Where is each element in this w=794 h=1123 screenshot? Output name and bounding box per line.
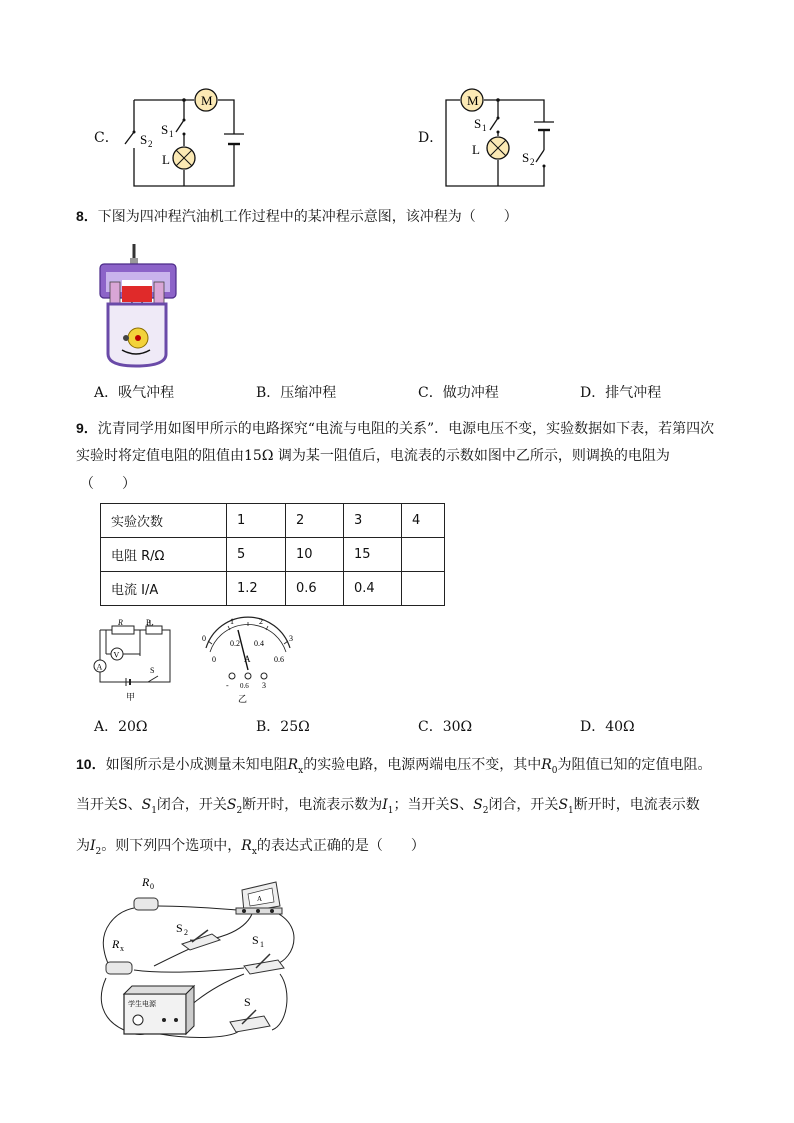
q10-symbol: S — [226, 797, 237, 813]
q10-number: 10． — [76, 756, 106, 772]
q10-symbol: x — [251, 846, 257, 857]
svg-text:2: 2 — [259, 617, 263, 626]
svg-text:S: S — [140, 132, 148, 147]
svg-text:A: A — [96, 662, 103, 672]
svg-text:0.6: 0.6 — [274, 655, 284, 664]
q9-voltmeter-icon — [111, 648, 123, 660]
svg-text:S: S — [474, 116, 482, 131]
svg-text:S: S — [161, 122, 169, 137]
svg-text:S: S — [244, 995, 251, 1009]
svg-text:0: 0 — [212, 655, 216, 664]
q10-symbol: R — [287, 757, 299, 773]
q10-text: 。则下列四个选项中， — [101, 838, 242, 854]
q10-symbol: 1 — [387, 805, 394, 816]
q10-switch-s-icon — [230, 995, 270, 1032]
q7d-lamp-icon — [487, 137, 509, 159]
table-cell: 1 — [227, 504, 286, 538]
table-cell: 3 — [344, 504, 402, 538]
q10-switch-s2-icon — [176, 921, 220, 950]
q10-symbol: 1 — [151, 805, 157, 816]
q8-engine-figure — [96, 244, 180, 370]
q10-symbol: I — [382, 797, 388, 813]
table-cell: 电阻 R/Ω — [101, 538, 227, 572]
table-cell: 5 — [227, 538, 286, 572]
table-cell — [402, 572, 445, 606]
svg-text:1: 1 — [230, 617, 234, 626]
svg-text:学生电源: 学生电源 — [128, 1000, 156, 1008]
table-cell: 1.2 — [227, 572, 286, 606]
q10-ammeter-icon — [236, 882, 282, 914]
svg-text:S: S — [150, 666, 155, 675]
svg-text:乙: 乙 — [238, 695, 248, 705]
q10-resistor-r0-icon — [134, 875, 158, 910]
q10-symbol: 2 — [236, 805, 243, 816]
q10-line-1 — [76, 754, 711, 781]
q10-text: 如图所示是小成测量未知电阻 — [105, 757, 288, 773]
q8-text: 下图为四冲程汽油机工作过程中的某冲程示意图，该冲程为（ ） — [97, 209, 518, 225]
q9-data-table — [100, 503, 445, 606]
q10-symbol: S — [473, 797, 483, 813]
svg-text:M: M — [467, 93, 479, 108]
q8-number: 8． — [76, 208, 98, 224]
svg-text:M: M — [201, 93, 213, 108]
q8-option-c[interactable]: C．做功冲程 — [418, 385, 499, 401]
svg-text:A: A — [257, 895, 263, 903]
q8-option-d[interactable]: D．排气冲程 — [580, 385, 662, 401]
svg-text:R: R — [118, 618, 123, 627]
q10-switch-s1-icon — [244, 933, 284, 974]
q7-option-c-label: C． — [94, 130, 119, 146]
svg-text:2: 2 — [530, 157, 535, 167]
q10-text: 闭合，开关 — [156, 797, 227, 813]
q8-stem — [76, 206, 518, 227]
table-cell — [402, 538, 445, 572]
table-cell: 2 — [286, 504, 344, 538]
svg-text:甲: 甲 — [126, 693, 136, 703]
q9-figure-yi-ammeter — [196, 614, 300, 706]
q7d-motor — [461, 89, 483, 111]
q8-option-a[interactable]: A．吸气冲程 — [94, 385, 175, 401]
q10-text: 当开关S、 — [76, 797, 142, 813]
q9-text-1: 沈青同学用如图甲所示的电路探究“电流与电阻的关系”．电源电压不变，实验数据如下表，若第四次 — [97, 421, 715, 437]
q10-symbol: 0 — [551, 765, 558, 776]
q10-circuit-figure — [94, 870, 306, 1046]
svg-text:P: P — [146, 618, 151, 627]
svg-text:0.4: 0.4 — [254, 639, 264, 648]
q10-symbol: R — [241, 838, 252, 854]
q10-symbol: x — [298, 765, 304, 776]
table-cell: 实验次数 — [101, 504, 227, 538]
svg-text:S: S — [176, 921, 183, 935]
svg-text:x: x — [120, 944, 124, 953]
q7-option-d-label: D． — [418, 130, 444, 146]
q9-line-1 — [76, 418, 714, 439]
q10-line-3 — [76, 836, 425, 862]
q10-line-2 — [76, 795, 700, 821]
q8-option-b[interactable]: B．压缩冲程 — [256, 385, 337, 401]
q10-resistor-rx-icon — [106, 937, 132, 974]
svg-text:L: L — [472, 142, 480, 157]
q9-line-2: 实验时将定值电阻的阻值由15Ω 调为某一阻值后，电流表的示数如图中乙所示，则调换的电阻为 — [76, 448, 670, 464]
q10-symbol: 2 — [95, 846, 102, 857]
q10-text: 为阻值已知的定值电阻。 — [557, 757, 712, 773]
svg-text:R: R — [112, 937, 120, 951]
table-cell: 0.4 — [344, 572, 402, 606]
svg-text:1: 1 — [260, 940, 264, 949]
table-row — [101, 572, 445, 606]
svg-text:S: S — [522, 150, 530, 165]
table-cell: 15 — [344, 538, 402, 572]
table-cell: 4 — [402, 504, 445, 538]
svg-text:2: 2 — [148, 139, 153, 149]
svg-text:0: 0 — [202, 634, 206, 643]
q10-power-supply-icon — [124, 986, 194, 1034]
svg-text:A: A — [244, 654, 251, 664]
svg-text:3: 3 — [262, 681, 266, 690]
q10-symbol: I — [90, 838, 96, 854]
q10-text: 的实验电路，电源两端电压不变，其中 — [303, 757, 542, 773]
table-row — [101, 538, 445, 572]
q10-text: 的表达式正确的是（ ） — [256, 838, 425, 854]
q9-ammeter-icon — [94, 660, 106, 672]
q7c-lamp-icon — [173, 147, 195, 169]
svg-text:-: - — [226, 681, 229, 690]
q9-option-d[interactable]: D．40Ω — [580, 719, 635, 735]
q10-text: 断开时，电流表示数 — [573, 797, 700, 813]
q9-option-b[interactable]: B．25Ω — [256, 719, 310, 735]
table-cell: 10 — [286, 538, 344, 572]
svg-text:3: 3 — [289, 634, 293, 643]
q9-option-a[interactable]: A．20Ω — [94, 719, 148, 735]
q9-option-c[interactable]: C．30Ω — [418, 719, 473, 735]
q10-text: ；当开关S、 — [393, 797, 474, 813]
svg-text:0.6: 0.6 — [240, 682, 249, 690]
svg-text:0: 0 — [150, 882, 154, 891]
svg-text:1: 1 — [169, 129, 174, 139]
q7-option-c-circuit — [112, 86, 252, 192]
q9-line-3: （ ） — [80, 476, 136, 492]
table-cell: 0.6 — [286, 572, 344, 606]
q10-symbol: S — [558, 797, 569, 813]
svg-text:2: 2 — [184, 928, 188, 937]
q10-text: 为 — [76, 838, 90, 854]
q10-symbol: R — [541, 757, 552, 773]
svg-text:V: V — [113, 650, 120, 660]
svg-text:0.2: 0.2 — [230, 639, 240, 648]
q7-option-d-circuit — [436, 86, 566, 192]
q10-text: 断开时，电流表示数为 — [242, 797, 383, 813]
svg-text:L: L — [162, 152, 170, 167]
svg-text:1: 1 — [482, 123, 487, 133]
q10-symbol: 1 — [568, 805, 574, 816]
svg-text:S: S — [252, 933, 259, 947]
table-cell: 电流 I/A — [101, 572, 227, 606]
svg-text:R: R — [142, 875, 150, 889]
q9-figure-jia — [92, 616, 178, 704]
q10-text: 闭合，开关 — [488, 797, 559, 813]
q10-symbol: 2 — [482, 805, 489, 816]
q7c-motor — [195, 89, 217, 111]
table-row — [101, 504, 445, 538]
q10-symbol: S — [141, 797, 152, 813]
q9-number: 9． — [76, 420, 98, 436]
